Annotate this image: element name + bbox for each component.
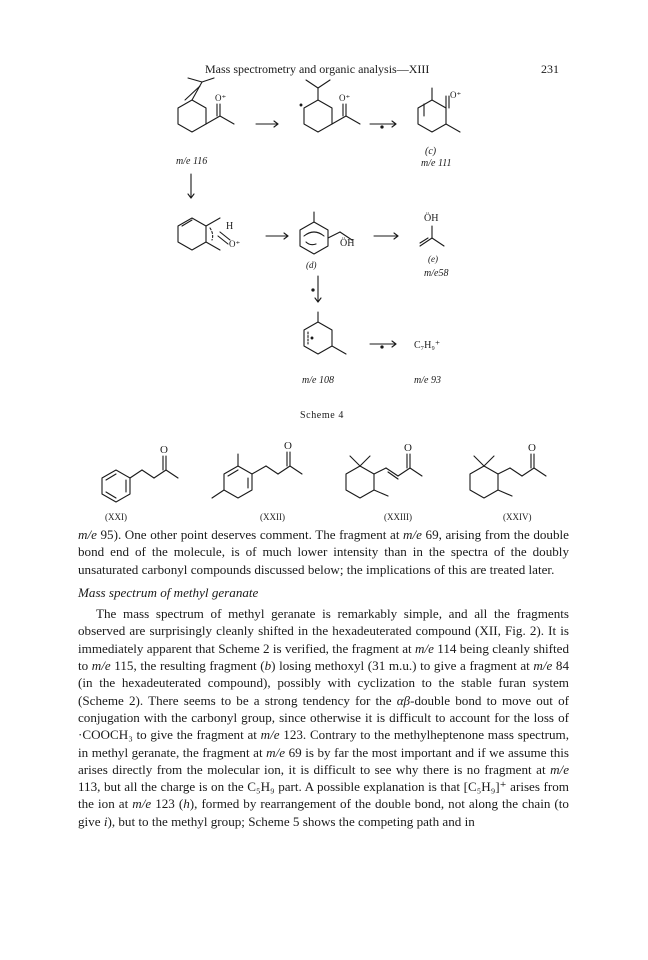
ion-structure-intermediate: [300, 80, 360, 132]
scheme-caption: Scheme 4: [300, 410, 344, 421]
hydroxyl-label: ÖH: [340, 238, 355, 249]
ion-charge-label: O⁺: [450, 90, 462, 100]
compound-label: (XXIV): [503, 512, 532, 522]
ion-charge-label: O⁺: [215, 93, 227, 103]
reaction-arrow-down: [188, 174, 194, 198]
reaction-arrow: [374, 233, 398, 239]
carbonyl-oxygen-label: O: [160, 444, 168, 456]
paragraph-continuation: m/e 95). One other point deserves comment. The fragment at m/e 69, arising from the double bond end of the molecule, is of much lower intensity than in the spectra of the doubly unsaturated carbonyl compounds discussed below; the implications of this are treated later.: [78, 527, 569, 577]
mz-label: m/e 111: [421, 158, 452, 169]
carbonyl-oxygen-label: O: [284, 440, 292, 452]
compound-label: (XXI): [105, 512, 127, 522]
ion-structure-e: [420, 226, 444, 246]
reaction-arrow-radical-loss: [370, 341, 396, 348]
reaction-arrow-down-radical-loss: [312, 276, 321, 302]
compound-xxiv-structure: [470, 454, 546, 498]
ion-charge-label: O⁺: [339, 93, 351, 103]
ion-tag-c: (c): [425, 146, 437, 157]
carbonyl-oxygen-label: O: [404, 442, 412, 454]
mz-label: m/e58: [424, 268, 449, 279]
compound-label: (XXIII): [384, 512, 412, 522]
section-heading: Mass spectrum of methyl geranate: [78, 584, 259, 600]
compound-label: (XXII): [260, 512, 285, 522]
compound-xxii-structure: [212, 452, 302, 498]
compound-xxiii-structure: [346, 454, 422, 498]
ion-structure-m108: [304, 312, 346, 354]
mz-label: m/e 108: [302, 375, 334, 386]
ion-structure-rearranged: [178, 218, 230, 250]
ion-structure-m116: [178, 78, 234, 132]
hydrogen-label: H: [226, 221, 234, 232]
reaction-arrow: [266, 233, 288, 239]
running-title: Mass spectrometry and organic analysis—XIII: [205, 62, 430, 76]
page-number: 231: [541, 62, 559, 76]
mz-label: m/e 116: [176, 156, 208, 167]
compound-xxi-structure: [102, 456, 178, 502]
product-formula: C₇H₉⁺: [414, 340, 441, 351]
paragraph-methyl-geranate: The mass spectrum of methyl geranate is remarkably simple, and all the fragments observed are surprisingly cleanly shifted in the hexadeuterated compound (XII, Fig. 2). It is immediately apparent that Scheme 2 is verified, the fragment at m/e 114 being cleanly shifted to m/e 115, the resulting fragment (b) losing methoxyl (31 m.u.) to give a fragment at m/e 84 (in the hexadeuterated compound), possibly with cyclization to the stable furan system (Scheme 2). There seems to be a strong tendency for the αβ-double bond to move out of conjugation with the carbonyl group, since otherwise it is difficult to account for the loss of ·COOCH₃ to give the fragment at m/e 123. Contrary to the methylheptenone mass spectrum, in methyl geranate, the fragment at m/e 69 is by far the most important and if we assume this arises directly from the molecular ion, it is difficult to see why there is no fragment at m/e 113, but all the charge is on the C₅H₉ part. A possible explanation is that [C₅H₉]⁺ arises from the ion at m/e 123 (h), formed by rearrangement of the double bond, not along the chain (to give i), but to the methyl group; Scheme 5 shows the competing path and in: [78, 606, 570, 829]
hydroxyl-label: ÖH: [424, 213, 439, 224]
carbonyl-oxygen-label: O: [528, 442, 536, 454]
reaction-arrow-radical-loss: [370, 121, 396, 128]
body-text: [78, 526, 569, 830]
ion-tag-d: (d): [306, 260, 317, 270]
ion-charge-label: O⁺: [229, 239, 241, 249]
reaction-arrow: [256, 121, 278, 127]
ion-tag-e: (e): [428, 254, 438, 264]
mz-label: m/e 93: [414, 375, 441, 386]
